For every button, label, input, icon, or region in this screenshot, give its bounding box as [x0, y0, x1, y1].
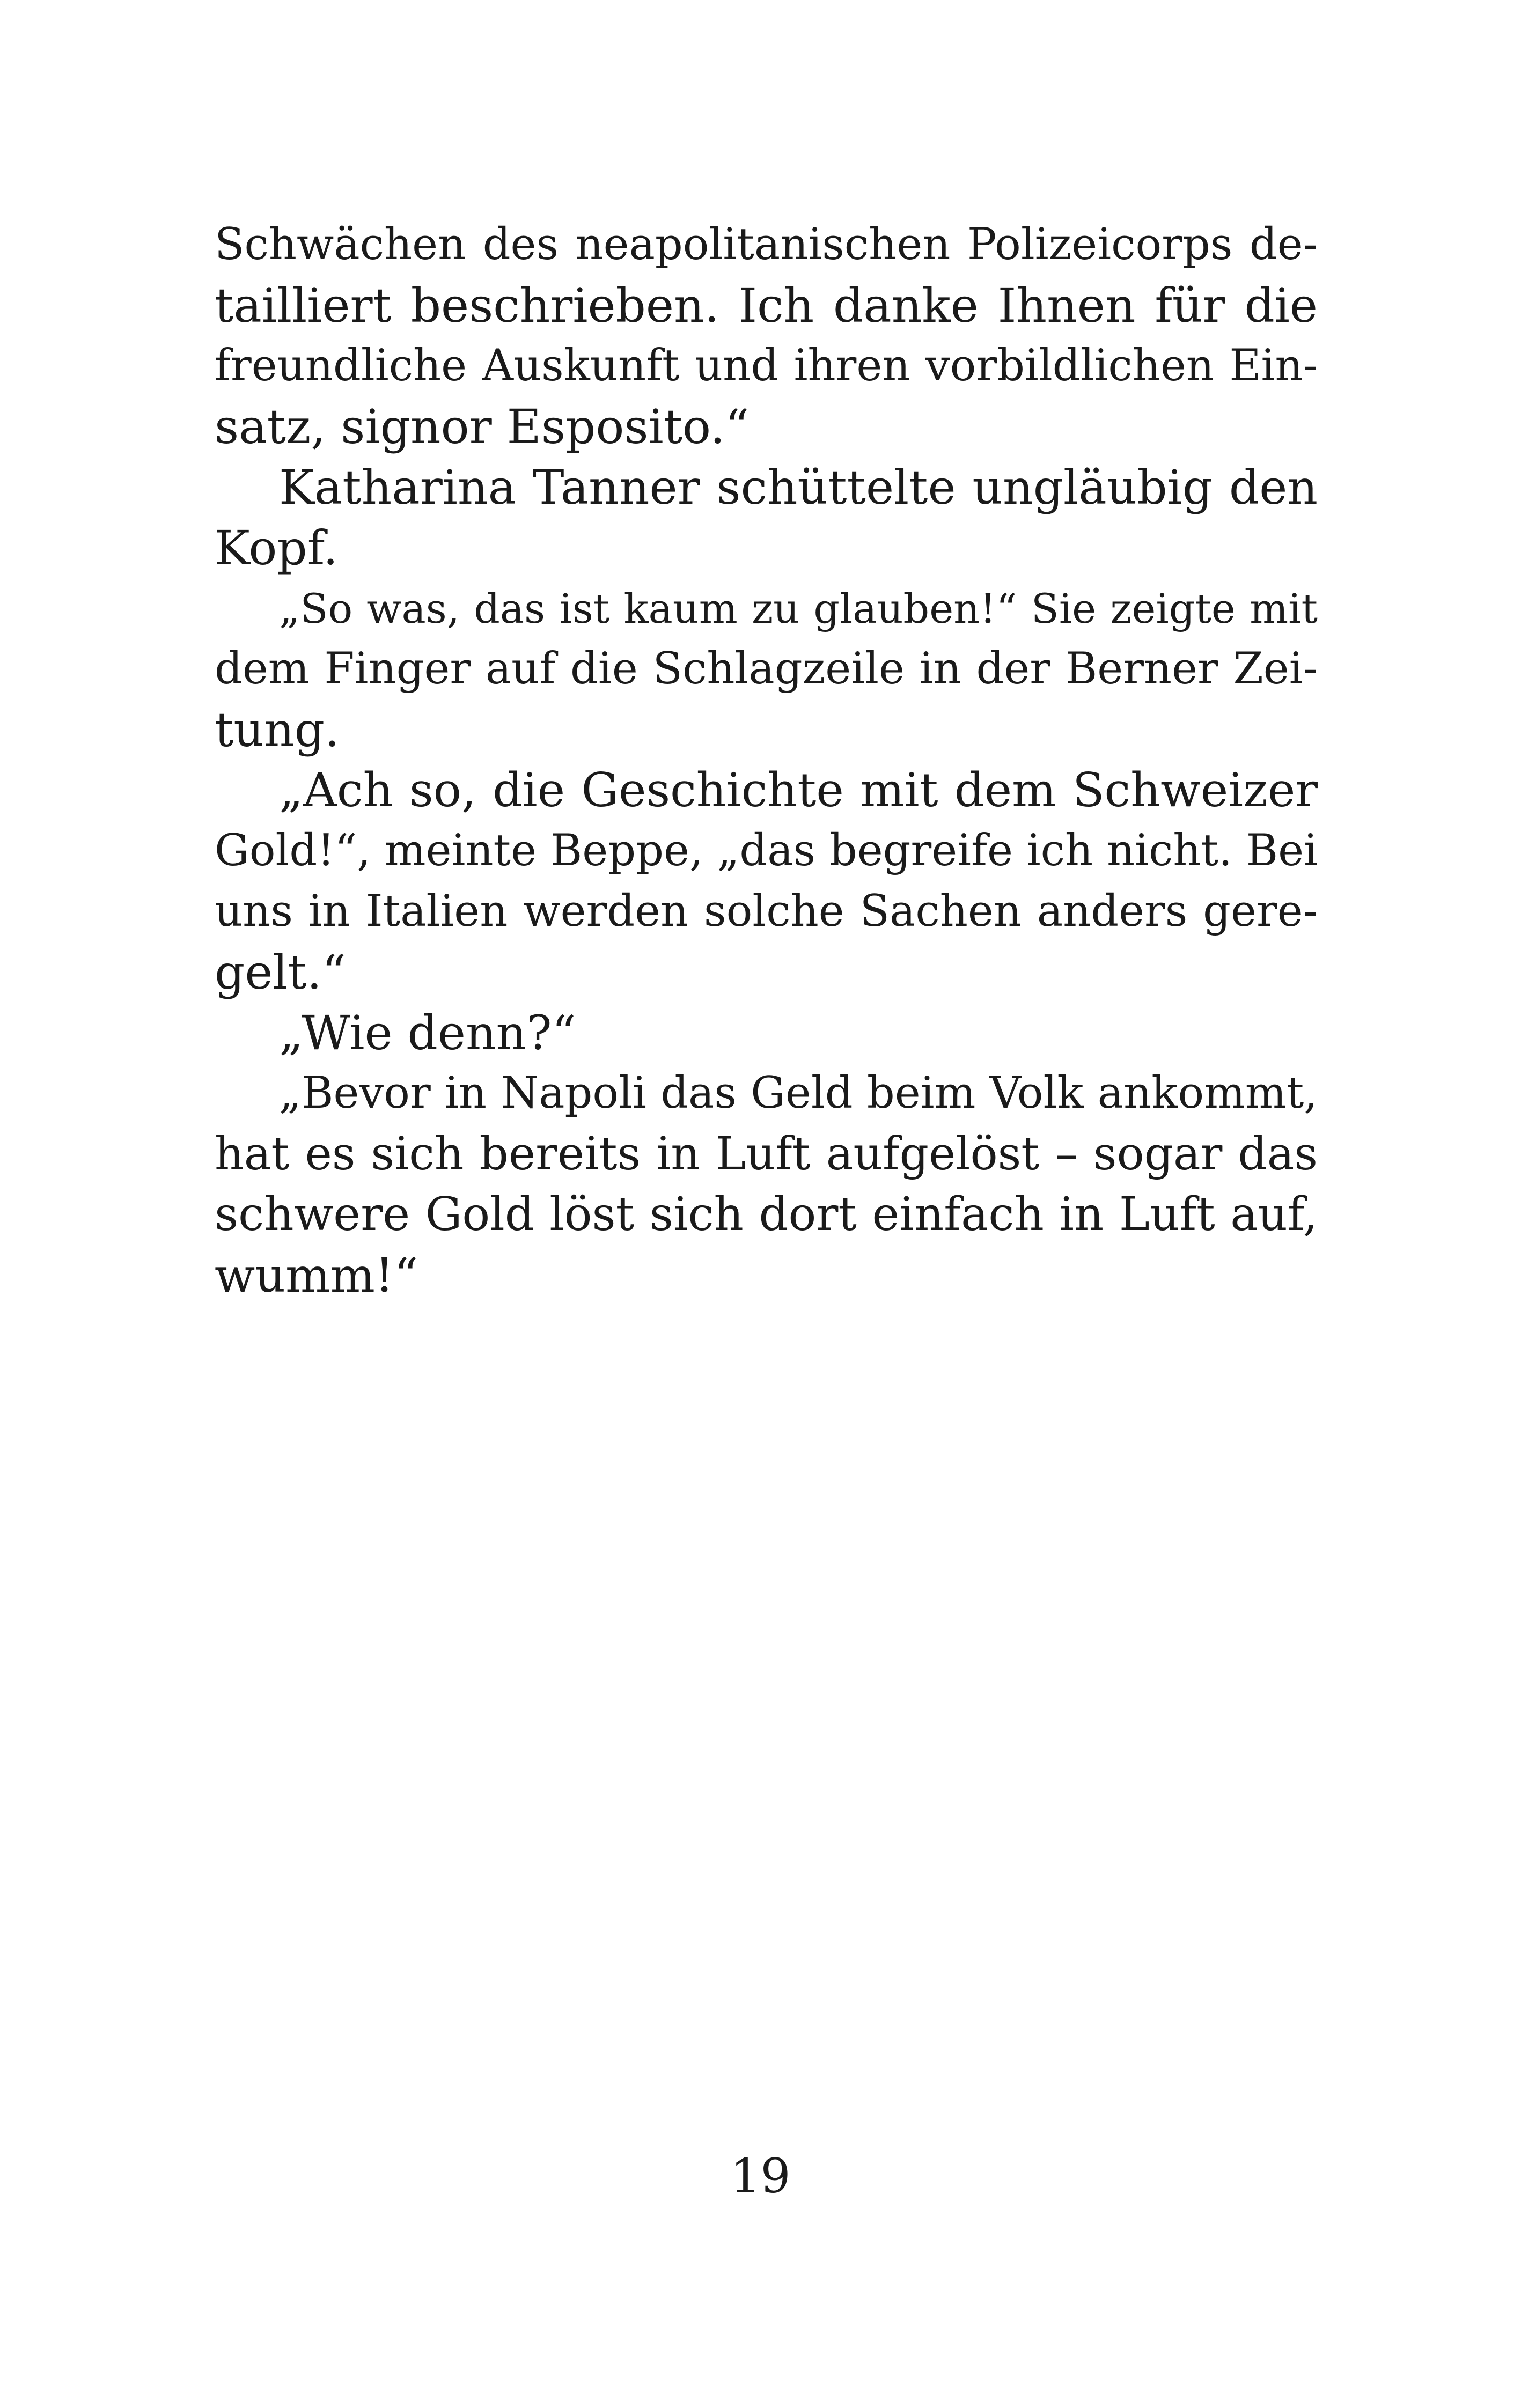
text-line: schwere Gold löst sich dort einfach in Luft auf, [215, 1188, 1318, 1241]
text-line: tung. [215, 702, 340, 757]
text-line: dem Finger auf die Schlagzeile in der Berner Zei- [215, 644, 1318, 694]
text-line: „Bevor in Napoli das Geld beim Volk ankommt, [279, 1068, 1318, 1118]
text-line: Gold!“, meinte Beppe, „das begreife ich nicht. Bei [215, 826, 1318, 876]
text-line: satz, signor Esposito.“ [215, 399, 750, 454]
text-line: tailliert beschrieben. Ich danke Ihnen für die [215, 278, 1318, 333]
text-line: hat es sich bereits in Luft aufgelöst – sogar das [215, 1128, 1318, 1181]
text-line: uns in Italien werden solche Sachen anders gere- [215, 886, 1318, 937]
text-line: Katharina Tanner schüttelte ungläubig den [279, 460, 1318, 515]
text-line: „Ach so, die Geschichte mit dem Schweizer [279, 763, 1318, 818]
body-text [215, 215, 1318, 1306]
text-line: Schwächen des neapolitanischen Polizeicorps de- [215, 219, 1318, 270]
text-line: „So was, das ist kaum zu glauben!“ Sie zeigte mit [279, 585, 1318, 632]
text-line: wumm!“ [215, 1248, 418, 1303]
text-line: Kopf. [215, 520, 339, 576]
text-line: gelt.“ [215, 945, 346, 1000]
text-line: freundliche Auskunft und ihren vorbildlichen Ein- [215, 341, 1318, 391]
text-line: „Wie denn?“ [279, 1005, 576, 1061]
page-number: 19 [730, 2148, 791, 2204]
